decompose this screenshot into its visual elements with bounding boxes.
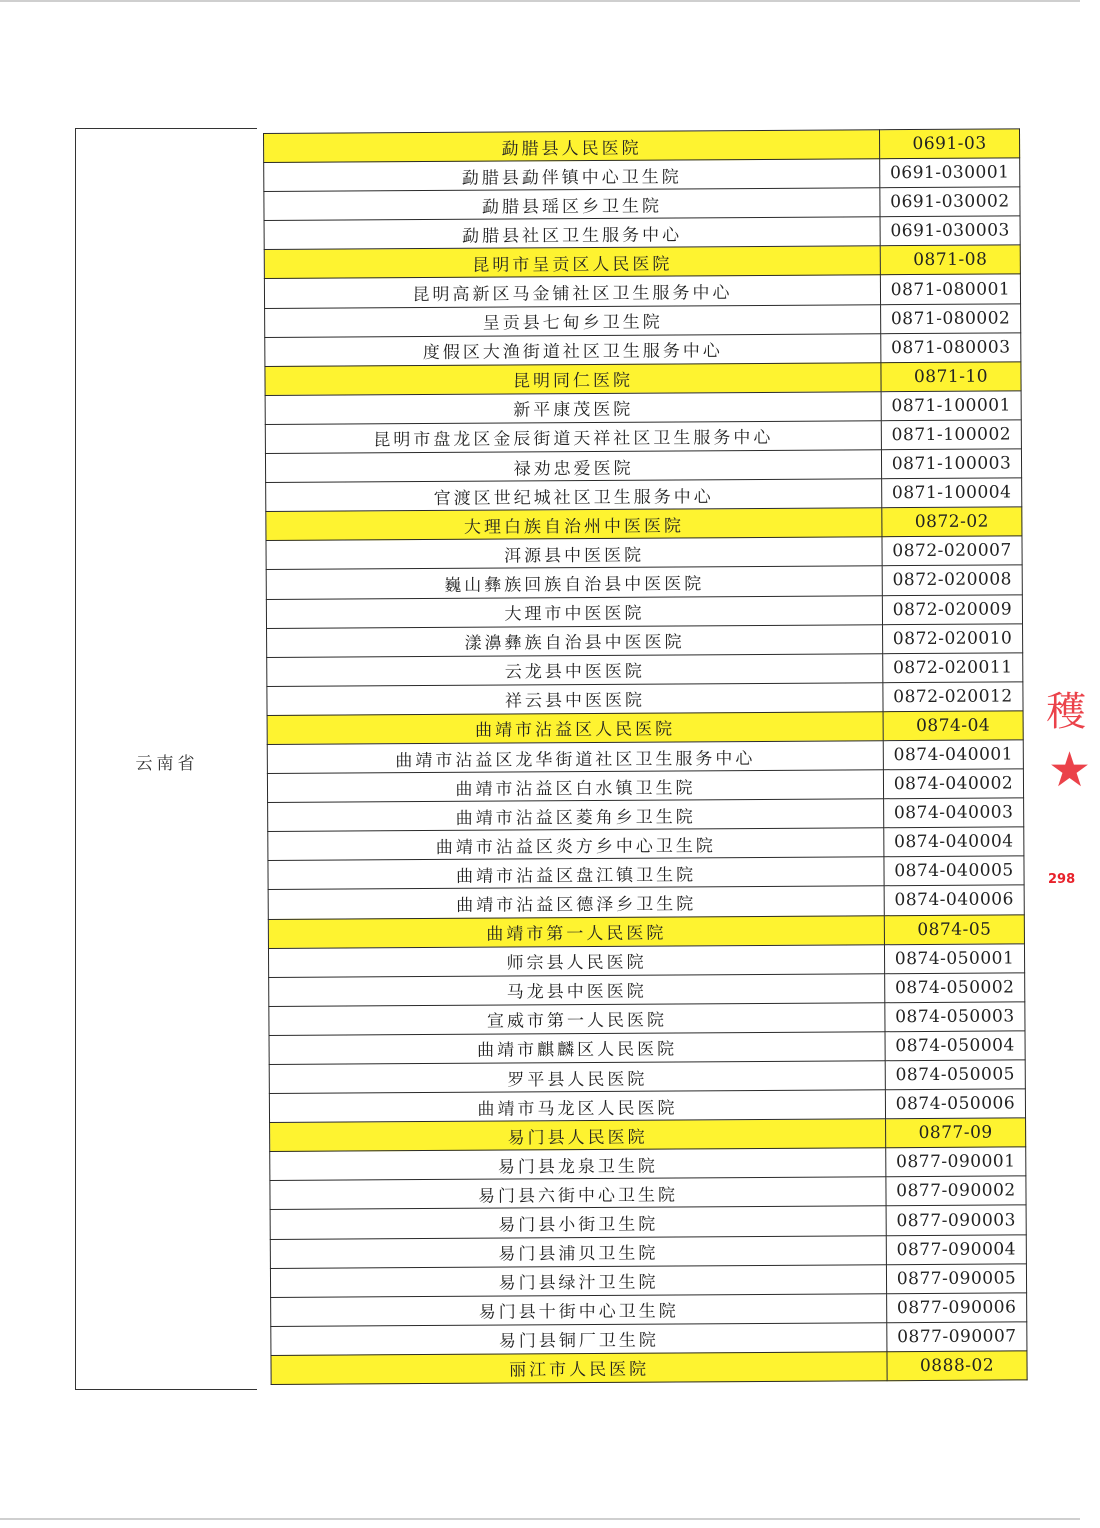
institution-code: 0872-020009 [882,594,1022,624]
site-row [270,1176,1026,1210]
institution-name: 丽江市人民医院 [271,1352,887,1385]
institution-code: 0871-08 [880,245,1020,275]
institution-name: 大理市中医医院 [266,595,882,628]
bottom-page-edge [0,1518,1080,1520]
institution-name: 官渡区世纪城社区卫生服务中心 [266,479,882,512]
province-label: 云南省 [135,754,199,774]
institution-code: 0872-020008 [882,565,1022,595]
institution-code: 0691-030001 [880,158,1020,188]
site-row [264,216,1020,250]
hospital-row [265,362,1021,396]
institution-code: 0691-03 [879,129,1019,159]
institution-name: 巍山彝族回族自治县中医医院 [266,566,882,599]
site-row [267,769,1023,803]
hospital-row [266,507,1022,541]
site-row [268,943,1024,977]
institution-code: 0871-10 [881,362,1021,392]
site-row [265,449,1021,483]
institution-name: 曲靖市沾益区白水镇卫生院 [267,770,883,803]
institution-name: 易门县浦贝卫生院 [270,1235,886,1268]
institution-code: 0877-090007 [887,1322,1027,1352]
hospital-row [264,245,1020,279]
site-row [268,885,1024,919]
institution-code: 0874-040006 [884,885,1024,915]
institution-name: 曲靖市麒麟区人民医院 [269,1032,885,1065]
institution-name: 曲靖市沾益区德泽乡卫生院 [268,886,884,919]
institution-code: 0871-080001 [880,274,1020,304]
institution-code: 0877-090001 [886,1147,1026,1177]
institution-name: 易门县小街卫生院 [270,1206,886,1239]
institution-name: 曲靖市马龙区人民医院 [269,1090,885,1123]
site-row [271,1322,1027,1356]
institution-name: 勐腊县勐伴镇中心卫生院 [264,159,880,192]
institution-code: 0877-090003 [886,1205,1026,1235]
site-row [269,973,1025,1007]
institution-code: 0871-100003 [881,449,1021,479]
institution-code: 0874-050002 [885,973,1025,1003]
institution-code: 0871-100002 [881,420,1021,450]
institution-code: 0874-040001 [883,740,1023,770]
institution-name: 易门县十街中心卫生院 [271,1293,887,1326]
seal-glyph: 穫 [1046,689,1086,735]
institution-code: 0877-09 [886,1118,1026,1148]
institution-name: 昆明高新区马金铺社区卫生服务中心 [264,275,880,308]
seal-number: 298 [1048,872,1076,887]
institution-name: 曲靖市第一人民医院 [268,915,884,948]
official-seal [1040,680,1100,910]
site-row [264,187,1020,221]
institution-name: 洱源县中医医院 [266,537,882,570]
site-row [264,274,1020,308]
site-row [266,536,1022,570]
institution-code: 0874-050006 [885,1089,1025,1119]
institution-code: 0872-020012 [883,682,1023,712]
institution-name: 易门县人民医院 [270,1119,886,1152]
institution-name: 云龙县中医医院 [267,653,883,686]
institution-code: 0874-050003 [885,1002,1025,1032]
site-row [267,740,1023,774]
institution-code: 0691-030003 [880,216,1020,246]
institution-name: 勐腊县人民医院 [264,130,880,163]
institution-code: 0874-05 [884,914,1024,944]
institution-name: 度假区大渔街道社区卫生服务中心 [265,333,881,366]
institution-name: 新平康茂医院 [265,392,881,425]
site-row [269,1002,1025,1036]
hospital-row [267,711,1023,745]
institution-code: 0877-090004 [886,1234,1026,1264]
institution-name: 易门县龙泉卫生院 [270,1148,886,1181]
site-row [270,1147,1026,1181]
institution-code: 0871-080002 [881,303,1021,333]
institution-name: 马龙县中医医院 [269,973,885,1006]
institution-name: 曲靖市沾益区菱角乡卫生院 [268,799,884,832]
institution-code: 0874-040004 [884,827,1024,857]
site-row [267,682,1023,716]
institution-code: 0874-040005 [884,856,1024,886]
site-row [268,798,1024,832]
site-row [269,1089,1025,1123]
institution-code: 0877-090006 [887,1293,1027,1323]
institution-code: 0872-02 [882,507,1022,537]
site-row [270,1264,1026,1298]
institution-name: 曲靖市沾益区炎方乡中心卫生院 [268,828,884,861]
institution-name: 曲靖市沾益区人民医院 [267,712,883,745]
site-row [265,391,1021,425]
site-row [265,420,1021,454]
institution-name: 易门县绿汁卫生院 [270,1264,886,1297]
site-row [267,623,1023,657]
institution-name: 罗平县人民医院 [269,1061,885,1094]
hospital-table [263,128,1028,1385]
institution-code: 0871-100001 [881,391,1021,421]
institution-code: 0888-02 [887,1351,1027,1381]
hospital-table-body [264,129,1028,1385]
top-page-edge [0,0,1080,2]
institution-name: 呈贡县七甸乡卫生院 [265,304,881,337]
site-row [270,1205,1026,1239]
institution-name: 祥云县中医医院 [267,683,883,716]
seal-star-icon: ★ [1048,742,1092,798]
institution-name: 昆明同仁医院 [265,362,881,395]
site-row [270,1234,1026,1268]
institution-name: 漾濞彝族自治县中医医院 [267,624,883,657]
hospital-row [264,129,1020,163]
hospital-row [270,1118,1026,1152]
institution-code: 0871-100004 [882,478,1022,508]
institution-name: 勐腊县社区卫生服务中心 [264,217,880,250]
institution-code: 0874-040003 [884,798,1024,828]
institution-code: 0874-050001 [884,943,1024,973]
site-row [264,158,1020,192]
site-row [267,653,1023,687]
institution-code: 0877-090005 [886,1264,1026,1294]
institution-code: 0691-030002 [880,187,1020,217]
institution-name: 大理白族自治州中医医院 [266,508,882,541]
institution-name: 昆明市呈贡区人民医院 [264,246,880,279]
institution-name: 宣威市第一人民医院 [269,1003,885,1036]
site-row [266,478,1022,512]
site-row [265,303,1021,337]
institution-name: 勐腊县瑶区乡卫生院 [264,188,880,221]
site-row [271,1293,1027,1327]
institution-name: 曲靖市沾益区盘江镇卫生院 [268,857,884,890]
institution-name: 师宗县人民医院 [268,944,884,977]
province-cell [75,128,257,1390]
institution-code: 0877-090002 [886,1176,1026,1206]
site-row [269,1031,1025,1065]
site-row [266,594,1022,628]
institution-name: 禄劝忠爱医院 [265,450,881,483]
institution-code: 0872-020010 [883,623,1023,653]
site-row [268,827,1024,861]
hospital-row [271,1351,1027,1385]
site-row [266,565,1022,599]
institution-name: 易门县六街中心卫生院 [270,1177,886,1210]
institution-name: 昆明市盘龙区金辰街道天祥社区卫生服务中心 [265,421,881,454]
institution-code: 0874-040002 [883,769,1023,799]
institution-code: 0874-050005 [885,1060,1025,1090]
site-row [269,1060,1025,1094]
site-row [265,333,1021,367]
hospital-row [268,914,1024,948]
institution-code: 0872-020011 [883,653,1023,683]
site-row [268,856,1024,890]
institution-name: 易门县铜厂卫生院 [271,1323,887,1356]
institution-code: 0874-04 [883,711,1023,741]
institution-code: 0871-080003 [881,333,1021,363]
institution-code: 0874-050004 [885,1031,1025,1061]
institution-name: 曲靖市沾益区龙华街道社区卫生服务中心 [267,741,883,774]
institution-code: 0872-020007 [882,536,1022,566]
